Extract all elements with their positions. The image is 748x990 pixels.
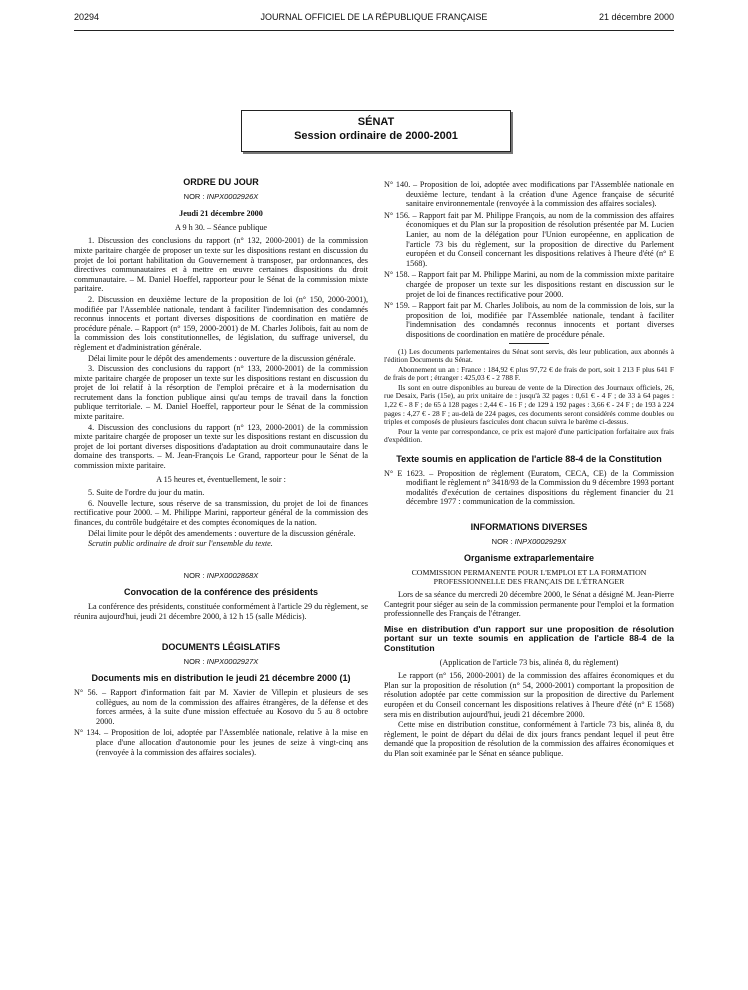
title-box xyxy=(241,110,511,152)
convocation-title: Convocation de la conférence des présidents xyxy=(123,587,319,598)
page-header xyxy=(74,12,674,26)
delai-2: Délai limite pour le dépôt des amendements : ouverture de la discussion générale. xyxy=(88,528,356,538)
doc-140: N° 140. – Proposition de loi, adoptée avec modifications par l'Assemblée nationale en deuxième lecture, tendant à la création d'une Agence française de sécurité sanitaire environnementale (renvoyée à la commission des affaires sociales). xyxy=(384,180,674,209)
ordre-du-jour-title: ORDRE DU JOUR xyxy=(183,177,259,187)
item-4: 4. Discussion des conclusions du rapport (n° 123, 2000-2001) de la commission mixte paritaire chargée de proposer un texte sur les dispositions restant en discussion du projet de loi portant diverses dispositions d'adaptation au droit communautaire dans le domaine des transports. – M. Jean-François Le Grand, rapporteur pour le Sénat de la commission mixte paritaire. xyxy=(74,422,368,471)
jeudi-heading: Jeudi 21 décembre 2000 xyxy=(179,209,263,219)
documents-subtitle: Documents mis en distribution le jeudi 21 décembre 2000 (1) xyxy=(91,673,351,684)
page-number: 20294 xyxy=(74,12,100,22)
application-note: (Application de l'article 73 bis, alinéa 8, du règlement) xyxy=(439,657,619,667)
header-rule xyxy=(74,30,674,31)
commission-text: Lors de sa séance du mercredi 20 décembre 2000, le Sénat a désigné M. Jean-Pierre Cantegrit pour siéger au sein de la commission permanente pour l'emploi et la formation professionnelle des Français de l'étranger. xyxy=(384,589,674,619)
documents-title: DOCUMENTS LÉGISLATIFS xyxy=(161,642,281,653)
item-1: 1. Discussion des conclusions du rapport (n° 132, 2000-2001) de la commission mixte paritaire chargée de proposer un texte sur les dispositions restant en discussion du projet de loi portant habilitation du Gouvernement à transposer, par ordonnances, des directives communautaires et à mettre en œuvre certaines dispositions du droit communautaire. – M. Daniel Hoeffel, rapporteur pour le Sénat de la commission mixte paritaire. xyxy=(74,236,368,294)
senat-title: SÉNAT xyxy=(357,116,395,128)
item-5: 5. Suite de l'ordre du jour du matin. xyxy=(88,488,205,498)
delai-1: Délai limite pour le dépôt des amendements : ouverture de la discussion générale. xyxy=(88,353,356,363)
doc-134: N° 134. – Proposition de loi, adoptée par l'Assemblée nationale, relative à la mise en place d'une allocation d'autonomie pour les jeunes de seize à vingt-cinq ans (renvoyée à la commission des affaires sociales). xyxy=(74,728,368,757)
footnote-2: Abonnement un an : France : 184,92 € plus 97,72 € de frais de port, soit 1 213 F plus 641 F de frais de port ; étranger : 425,03 € - 2 788 F. xyxy=(384,364,674,383)
footnote-rule xyxy=(509,343,549,344)
convocation-text: La conférence des présidents, constituée conformément à l'article 29 du règlement, se réunira aujourd'hui, jeudi 21 décembre 2000, à 12 h 15 (salle Médicis). xyxy=(74,601,368,621)
mise-en-distribution-title: Mise en distribution d'un rapport sur une proposition de résolution portant sur un texte soumis en application de l'article 88-4 de la Constitution xyxy=(384,623,674,653)
footnote-1: (1) Les documents parlementaires du Sénat sont servis, dès leur publication, aux abonnés à l'édition Documents du Sénat. xyxy=(384,346,674,365)
organisme-title: Organisme extraparlementaire xyxy=(463,553,595,564)
right-column xyxy=(384,180,674,759)
item-6: 6. Nouvelle lecture, sous réserve de sa transmission, du projet de loi de finances rectificative pour 2000. – M. Philippe Marini, rapporteur général de la commission des finances, du contrôle budgétaire et des comptes économiques de la nation. xyxy=(74,498,368,527)
nor-line: NOR : INPX0002929X xyxy=(491,536,567,546)
doc-156: N° 156. – Rapport fait par M. Philippe François, au nom de la commission des affaires économiques et du Plan sur la proposition de résolution présentée par M. Lucien Lanier, au nom de la délégation pour l'Union européenne, en application de l'article 73 bis du règlement, sur la proposition de directive du Parlement européen et du Conseil concernant les dispositions relatives à l'heure d'été (n° E 1568). xyxy=(384,210,674,268)
left-column xyxy=(74,178,368,759)
item-2: 2. Discussion en deuxième lecture de la proposition de loi (n° 150, 2000-2001), modifiée par l'Assemblée nationale, tendant à faciliter l'indemnisation des condamnés reconnus innocents et portant diverses dispositions de coordination en matière de procédure pénale. – Rapport (n° 159, 2000-2001) de M. Charles Jolibois, fait au nom de la commission des lois constitutionnelles, de législation, du suffrage universel, du règlement et d'administration générale. xyxy=(74,294,368,352)
footnote-4: Pour la vente par correspondance, ce prix est majoré d'une participation forfaitaire aux frais d'expédition. xyxy=(384,426,674,445)
morning-session: A 9 h 30. – Séance publique xyxy=(174,222,268,232)
header-date: 21 décembre 2000 xyxy=(598,12,674,22)
rapport-text: Le rapport (n° 156, 2000-2001) de la commission des affaires économiques et du Plan sur la proposition de résolution (n° 54, 2000-2001) comportant la proposition de résolution adoptée par cette commission sur la proposition de directive du Parlement européen et du Conseil concernant les dispositions relatives à l'heure d'été (n° E 1568) sera mis en distribution aujourd'hui, jeudi 21 décembre 2000. xyxy=(384,671,674,719)
nor-line: NOR : INPX0002926X xyxy=(183,191,259,201)
doc-158: N° 158. – Rapport fait par M. Philippe Marini, au nom de la commission mixte paritaire chargée de proposer un texte sur les dispositions restant en discussion sur le projet de loi de finances rectificative pour 2000. xyxy=(384,270,674,299)
item-3: 3. Discussion des conclusions du rapport (n° 133, 2000-2001) de la commission mixte paritaire chargée de proposer un texte sur les dispositions restant en discussion du projet de loi relatif à la résorption de l'emploi précaire et à la modernisation du recrutement dans la fonction publique ainsi qu'au temps de travail dans la fonction publique territoriale. – M. Daniel Hoeffel, rapporteur pour le Sénat de la commission mixte paritaire. xyxy=(74,364,368,422)
footnote-3: Ils sont en outre disponibles au bureau de vente de la Direction des Journaux officiels, 26, rue Desaix, Paris (15e), au prix unitaire de : jusqu'à 32 pages : 0,61 € - 4 F ; de 33 à 64 pages : 1,22 € - 8 F ; de 65 à 128 pages : 2,44 € - 16 F ; de 129 à 192 pages : 3,66 € - 24 F ; de 193 à 224 pages : 4,27 € - 28 F ; au-delà de 224 pages, ces documents seront considérés comme doubles ou triples et composés de plusieurs fascicules dont chacun suivra le barème ci-dessus. xyxy=(384,382,674,427)
afternoon-session: A 15 heures et, éventuellement, le soir : xyxy=(156,474,286,484)
session-title: Session ordinaire de 2000-2001 xyxy=(294,130,458,142)
texte-soumis-title: Texte soumis en application de l'article 88-4 de la Constitution xyxy=(396,454,662,465)
doc-e1623: N° E 1623. – Proposition de règlement (Euratom, CECA, CE) de la Commission modifiant le règlement n° 3418/93 de la Commission du 9 décembre 1993 portant modalités d'exécution de certaines dispositions du règlement financier du 21 décembre 1977 : communication de la commission. xyxy=(384,468,674,507)
nor-line: NOR : INPX0002868X xyxy=(183,570,259,580)
informations-title: INFORMATIONS DIVERSES xyxy=(470,522,588,532)
nor-line: NOR : INPX0002927X xyxy=(183,656,259,666)
commission-name: COMMISSION PERMANENTE POUR L'EMPLOI ET LA FORMATION PROFESSIONNELLE DES FRANÇAIS DE L'ÉTRANGER xyxy=(411,567,647,587)
doc-56: N° 56. – Rapport d'information fait par M. Xavier de Villepin et plusieurs de ses collègues, au nom de la commission des affaires étrangères, de la défense et des forces armées, à la suite d'une mission effectuée au Kosovo du 5 au 8 octobre 2000. xyxy=(74,687,368,726)
doc-159: N° 159. – Rapport fait par M. Charles Jolibois, au nom de la commission de lois, sur la proposition de loi, modifiée par l'Assemblée nationale, tendant à faciliter l'indemnisation des condamnés reconnus innocents et portant diverses dispositions de coordination en matière de procédure pénale. xyxy=(384,301,674,339)
journal-title: JOURNAL OFFICIEL DE LA RÉPUBLIQUE FRANÇAISE xyxy=(260,12,488,22)
scrutin: Scrutin public ordinaire de droit sur l'ensemble du texte. xyxy=(88,539,273,549)
mise-text: Cette mise en distribution constitue, conformément à l'article 73 bis, alinéa 8, du règlement, le point de départ du délai de dix jours francs pendant lequel il peut être demandé que la proposition de résolution de la commission des affaires économiques et du Plan soit examinée par le Sénat en séance publique. xyxy=(384,720,674,758)
